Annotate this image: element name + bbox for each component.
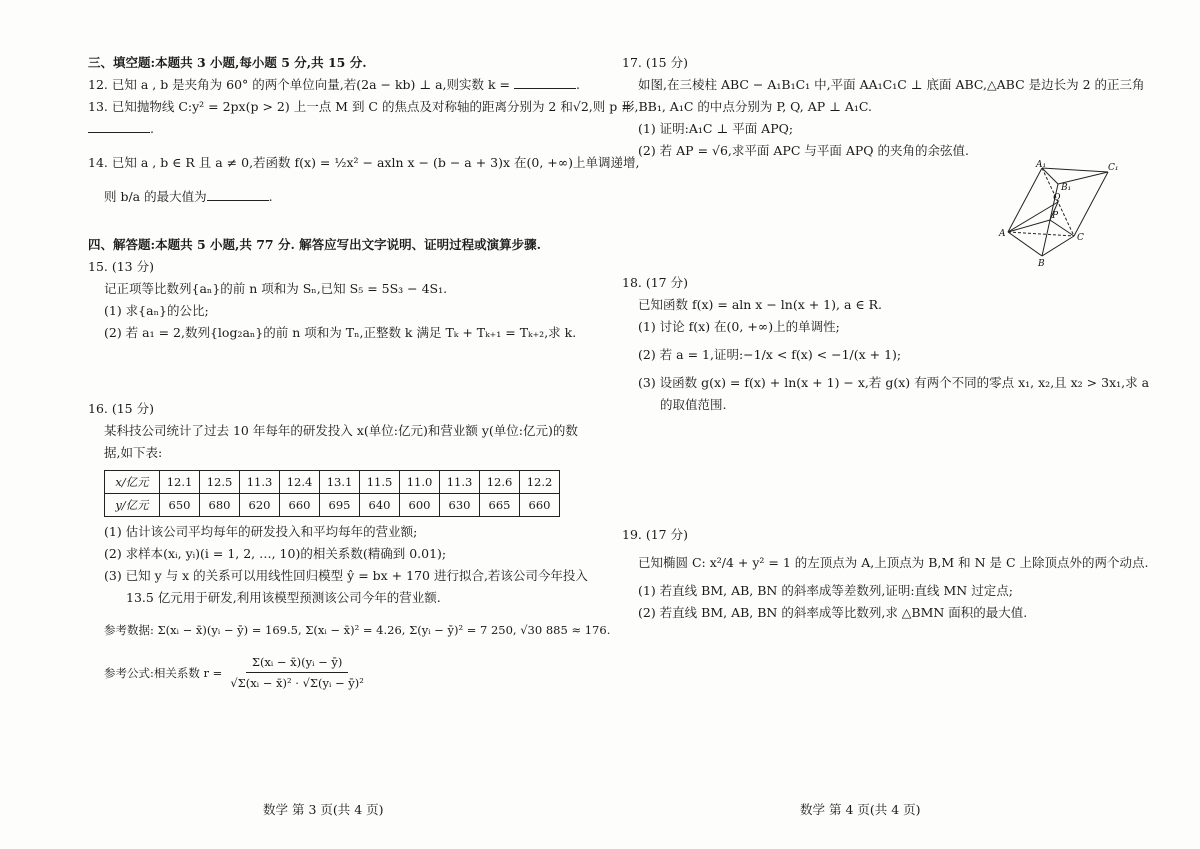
table-cell: 640 (360, 494, 400, 517)
answer-blank (88, 120, 150, 133)
page-3-footer: 数学 第 3 页(共 4 页) (263, 802, 384, 817)
question-16-part1: (1) 估计该公司平均每年的研发投入和平均每年的营业额; (104, 524, 418, 539)
table-cell: 12.5 (200, 471, 240, 494)
question-19-title: 19. (17 分) (622, 527, 688, 542)
label-a1: A₁ (1036, 160, 1047, 170)
table-cell: 11.3 (240, 471, 280, 494)
question-15-part2: (2) 若 a₁ = 2,数列{log₂aₙ}的前 n 项和为 Tₙ,正整数 k 满足 Tₖ + Tₖ₊₁ = Tₖ₊₂,求 k. (104, 325, 577, 340)
question-14: 14. 已知 a , b ∈ R 且 a ≠ 0,若函数 f(x) = ½x² − axln x − (b − a + 3)x 在(0, +∞)上单调递增, (88, 155, 640, 170)
section4-header: 四、解答题:本题共 5 小题,共 77 分. 解答应写出文字说明、证明过程或演算步骤. (88, 237, 542, 252)
question-14-cont: 则 b/a 的最大值为 . (104, 189, 273, 204)
table-cell: 680 (200, 494, 240, 517)
table-cell: 12.2 (520, 471, 560, 494)
table-cell: 620 (240, 494, 280, 517)
label-a: A (999, 229, 1006, 239)
question-15-part1: (1) 求{aₙ}的公比; (104, 303, 209, 318)
question-17-title: 17. (15 分) (622, 55, 688, 70)
question-13-cont: . (88, 118, 588, 140)
section3-header: 三、填空题:本题共 3 小题,每小题 5 分,共 15 分. (88, 55, 367, 70)
question-17-stem-cont: 形,BB₁, A₁C 的中点分别为 P, Q, AP ⊥ A₁C. (622, 99, 873, 114)
answer-blank (514, 76, 576, 89)
label-c: C (1077, 233, 1084, 243)
question-18-title: 18. (17 分) (622, 275, 688, 290)
question-16-stem: 某科技公司统计了过去 10 年每年的研发投入 x(单位:亿元)和营业额 y(单位:亿元)的数 (104, 423, 578, 438)
data-table (104, 470, 560, 517)
table-cell: 11.5 (360, 471, 400, 494)
question-18-stem: 已知函数 f(x) = aln x − ln(x + 1), a ∈ R. (638, 297, 882, 312)
question-12: 12. 已知 a , b 是夹角为 60° 的两个单位向量,若(2a − kb) ⊥ a,则实数 k = . (88, 77, 580, 92)
question-19-part1: (1) 若直线 BM, AB, BN 的斜率成等差数列,证明:直线 MN 过定点; (638, 583, 1013, 598)
table-cell: 660 (280, 494, 320, 517)
prism-figure (998, 160, 1118, 270)
table-cell: 12.4 (280, 471, 320, 494)
edge-a1-b1 (1042, 168, 1058, 184)
question-16-part3-cont: 13.5 亿元用于研发,利用该模型预测该公司今年的营业额. (126, 590, 441, 605)
answer-blank (207, 188, 269, 201)
question-17-stem: 如图,在三棱柱 ABC − A₁B₁C₁ 中,平面 AA₁C₁C ⊥ 底面 ABC,△ABC 是边长为 2 的正三角 (638, 77, 1145, 92)
label-b1: B₁ (1061, 183, 1072, 193)
edge-b-c (1042, 236, 1074, 256)
edge-c1-c (1074, 172, 1108, 236)
table-cell: 11.3 (440, 471, 480, 494)
table-row-x (105, 471, 560, 494)
question-15-title: 15. (13 分) (88, 259, 154, 274)
question-16-part2: (2) 求样本(xᵢ, yᵢ)(i = 1, 2, …, 10)的相关系数(精确到 0.01); (104, 546, 447, 561)
edge-a1-a (1008, 168, 1042, 232)
segment-ap (1008, 220, 1050, 232)
formula-label: 参考公式:相关系数 r = (104, 665, 223, 680)
table-cell: 11.0 (400, 471, 440, 494)
table-cell: 660 (520, 494, 560, 517)
page-4-footer: 数学 第 4 页(共 4 页) (800, 802, 921, 817)
table-header-x: x/亿元 (105, 471, 160, 494)
question-17-part1: (1) 证明:A₁C ⊥ 平面 APQ; (638, 121, 794, 136)
fraction-denominator: √Σ(xᵢ − x̄)² · √Σ(yᵢ − ȳ)² (230, 676, 364, 690)
question-18-part3-cont: 的取值范围. (660, 397, 727, 412)
reference-data: 参考数据: Σ(xᵢ − x̄)(yᵢ − ȳ) = 169.5, Σ(xᵢ − x̄)² = 4.26, Σ(yᵢ − ȳ)² = 7 250, √30 885 ≈ 176. (104, 623, 611, 637)
table-cell: 650 (160, 494, 200, 517)
edge-a1-c1 (1042, 168, 1108, 172)
table-cell: 13.1 (320, 471, 360, 494)
question-19-part2: (2) 若直线 BM, AB, BN 的斜率成等比数列,求 △BMN 面积的最大值. (638, 605, 1028, 620)
label-p: P (1052, 211, 1059, 221)
edge-a-c (1008, 232, 1074, 236)
label-c1: C₁ (1108, 163, 1118, 173)
page-4-column (622, 52, 1150, 624)
table-cell: 600 (400, 494, 440, 517)
question-19-stem: 已知椭圆 C: x²/4 + y² = 1 的左顶点为 A,上顶点为 B,M 和 N 是 C 上除顶点外的两个动点. (638, 555, 1149, 570)
table-cell: 12.1 (160, 471, 200, 494)
question-16-part3: (3) 已知 y 与 x 的关系可以用线性回归模型 ŷ = bx + 170 进行拟合,若该公司今年投入 (104, 568, 588, 583)
question-18-part2: (2) 若 a = 1,证明:−1/x < f(x) < −1/(x + 1); (638, 347, 902, 362)
table-cell: 630 (440, 494, 480, 517)
question-15-stem: 记正项等比数列{aₙ}的前 n 项和为 Sₙ,已知 S₅ = 5S₃ − 4S₁. (104, 281, 448, 296)
question-18-part1: (1) 讨论 f(x) 在(0, +∞)上的单调性; (638, 319, 840, 334)
question-16-title: 16. (15 分) (88, 401, 154, 416)
question-17-part2: (2) 若 AP = √6,求平面 APC 与平面 APQ 的夹角的余弦值. (638, 143, 969, 158)
table-cell: 12.6 (480, 471, 520, 494)
table-cell: 665 (480, 494, 520, 517)
table-cell: 695 (320, 494, 360, 517)
label-b: B (1038, 259, 1045, 269)
fraction (230, 655, 364, 690)
question-16-stem-cont: 据,如下表: (104, 445, 163, 460)
question-13: 13. 已知抛物线 C:y² = 2px(p > 2) 上一点 M 到 C 的焦点及对称轴的距离分别为 2 和√2,则 p = (88, 99, 632, 114)
table-header-y: y/亿元 (105, 494, 160, 517)
question-18-part3: (3) 设函数 g(x) = f(x) + ln(x + 1) − x,若 g(x) 有两个不同的零点 x₁, x₂,且 x₂ > 3x₁,求 a (638, 375, 1150, 390)
page-3-column (88, 52, 640, 690)
table-row-y (105, 494, 560, 517)
label-q: Q (1053, 193, 1061, 203)
fraction-numerator: Σ(xᵢ − x̄)(yᵢ − ȳ) (246, 655, 349, 673)
reference-formula (88, 655, 588, 690)
edge-a-b (1008, 232, 1042, 256)
